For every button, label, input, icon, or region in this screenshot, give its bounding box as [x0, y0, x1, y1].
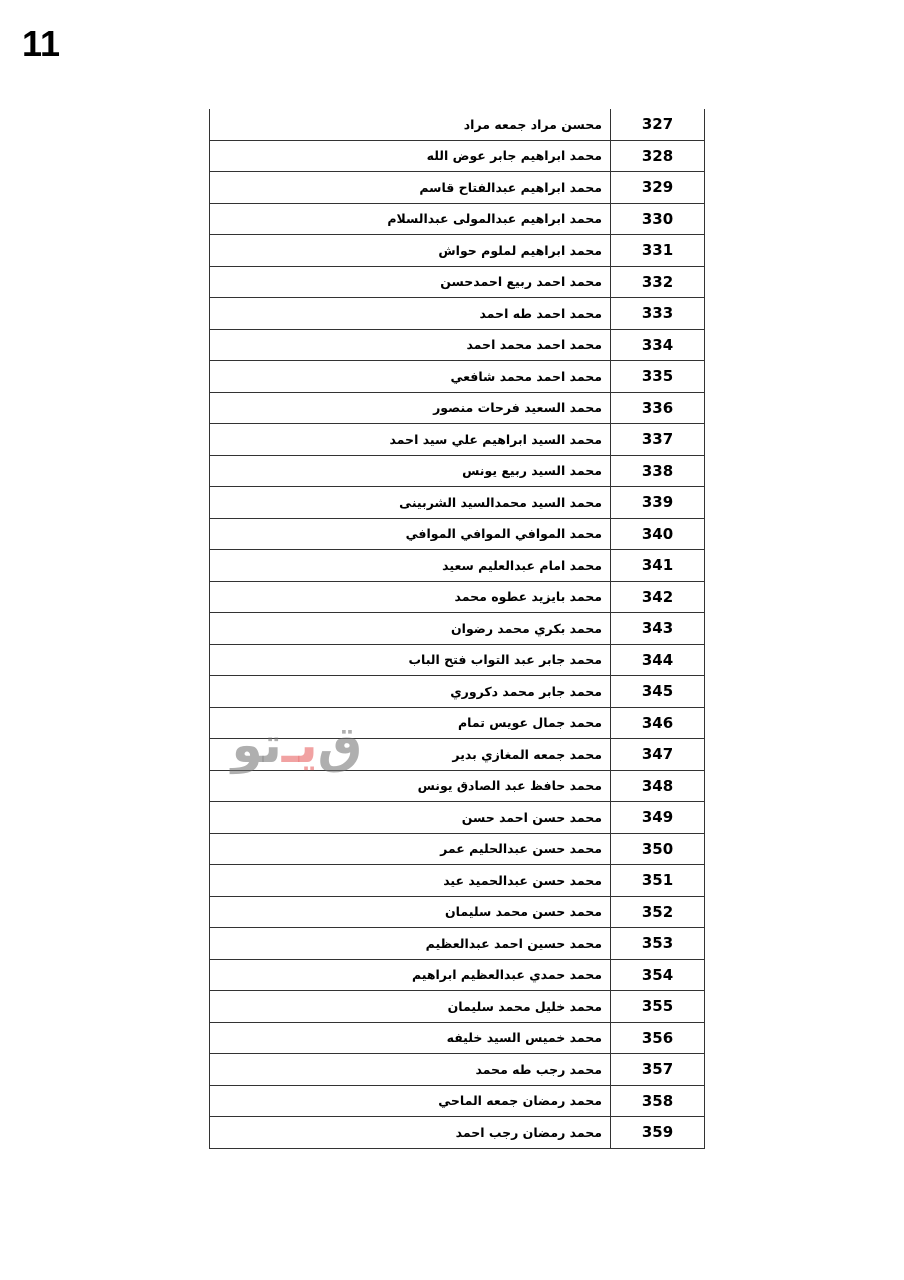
- table-row: [210, 361, 705, 393]
- name-cell: محمد ابراهيم عبدالمولى عبدالسلام: [210, 203, 611, 235]
- name-cell: محمد ابراهيم عبدالفتاح قاسم: [210, 172, 611, 204]
- number-cell: 340: [611, 518, 705, 550]
- number-cell: 333: [611, 298, 705, 330]
- number-cell: 344: [611, 644, 705, 676]
- name-cell: محمد الموافي الموافي الموافي: [210, 518, 611, 550]
- name-cell: محمد السيد ابراهيم علي سيد احمد: [210, 424, 611, 456]
- table-row: [210, 959, 705, 991]
- name-cell: محمد السيد محمدالسيد الشربينى: [210, 487, 611, 519]
- number-cell: 351: [611, 865, 705, 897]
- name-cell: محمد احمد محمد شافعي: [210, 361, 611, 393]
- number-cell: 348: [611, 770, 705, 802]
- name-cell: محمد رمضان جمعه الماحي: [210, 1085, 611, 1117]
- number-cell: 355: [611, 991, 705, 1023]
- number-cell: 327: [611, 109, 705, 140]
- number-cell: 332: [611, 266, 705, 298]
- table-row: [210, 235, 705, 267]
- table-row: [210, 455, 705, 487]
- table-row: [210, 298, 705, 330]
- watermark-text-accent: يـ: [281, 716, 318, 774]
- table-row: [210, 172, 705, 204]
- name-cell: محمد حسن محمد سليمان: [210, 896, 611, 928]
- table-row: [210, 928, 705, 960]
- number-cell: 347: [611, 739, 705, 771]
- table-row: [210, 140, 705, 172]
- names-table-container: [209, 109, 695, 1149]
- name-cell: محسن مراد جمعه مراد: [210, 109, 611, 140]
- number-cell: 339: [611, 487, 705, 519]
- table-row: [210, 1054, 705, 1086]
- number-cell: 337: [611, 424, 705, 456]
- name-cell: محمد رجب طه محمد: [210, 1054, 611, 1086]
- number-cell: 359: [611, 1117, 705, 1149]
- table-row: [210, 1085, 705, 1117]
- name-cell: محمد خليل محمد سليمان: [210, 991, 611, 1023]
- names-table-body: [210, 109, 705, 1148]
- watermark-text-tail: تو: [231, 716, 282, 774]
- number-cell: 338: [611, 455, 705, 487]
- table-row: [210, 487, 705, 519]
- number-cell: 328: [611, 140, 705, 172]
- name-cell: محمد احمد طه احمد: [210, 298, 611, 330]
- table-row: [210, 739, 705, 771]
- name-cell: محمد رمضان رجب احمد: [210, 1117, 611, 1149]
- name-cell: محمد امام عبدالعليم سعيد: [210, 550, 611, 582]
- watermark-text-main: ق: [317, 716, 363, 774]
- name-cell: محمد السيد ربيع يونس: [210, 455, 611, 487]
- table-row: [210, 896, 705, 928]
- name-cell: محمد حافظ عبد الصادق يونس: [210, 770, 611, 802]
- table-row: [210, 266, 705, 298]
- name-cell: محمد خميس السيد خليفه: [210, 1022, 611, 1054]
- table-row: [210, 1022, 705, 1054]
- name-cell: محمد احمد محمد احمد: [210, 329, 611, 361]
- name-cell: محمد ابراهيم جابر عوض الله: [210, 140, 611, 172]
- number-cell: 331: [611, 235, 705, 267]
- table-row: [210, 329, 705, 361]
- table-row: [210, 109, 705, 140]
- number-cell: 330: [611, 203, 705, 235]
- table-row: [210, 865, 705, 897]
- table-row: [210, 676, 705, 708]
- table-row: [210, 581, 705, 613]
- name-cell: محمد ابراهيم لملوم حواش: [210, 235, 611, 267]
- number-cell: 358: [611, 1085, 705, 1117]
- table-row: [210, 203, 705, 235]
- table-row: [210, 644, 705, 676]
- name-cell: محمد حسن عبدالحميد عيد: [210, 865, 611, 897]
- number-cell: 350: [611, 833, 705, 865]
- names-table: [209, 109, 705, 1149]
- number-cell: 336: [611, 392, 705, 424]
- number-cell: 354: [611, 959, 705, 991]
- number-cell: 343: [611, 613, 705, 645]
- number-cell: 335: [611, 361, 705, 393]
- name-cell: محمد حسين احمد عبدالعظيم: [210, 928, 611, 960]
- name-cell: محمد السعيد فرحات منصور: [210, 392, 611, 424]
- name-cell: محمد حمدي عبدالعظيم ابراهيم: [210, 959, 611, 991]
- table-row: [210, 991, 705, 1023]
- table-row: [210, 770, 705, 802]
- table-row: [210, 1117, 705, 1149]
- table-row: [210, 518, 705, 550]
- number-cell: 329: [611, 172, 705, 204]
- table-row: [210, 802, 705, 834]
- name-cell: محمد حسن عبدالحليم عمر: [210, 833, 611, 865]
- table-row: [210, 550, 705, 582]
- number-cell: 342: [611, 581, 705, 613]
- name-cell: محمد حسن احمد حسن: [210, 802, 611, 834]
- name-cell: محمد جابر عبد التواب فتح الباب: [210, 644, 611, 676]
- name-cell: محمد جمال عويس تمام: [210, 707, 611, 739]
- name-cell: محمد جمعه المغازي بدير: [210, 739, 611, 771]
- name-cell: محمد بكري محمد رضوان: [210, 613, 611, 645]
- number-cell: 349: [611, 802, 705, 834]
- number-cell: 356: [611, 1022, 705, 1054]
- number-cell: 352: [611, 896, 705, 928]
- name-cell: محمد بايزيد عطوه محمد: [210, 581, 611, 613]
- number-cell: 341: [611, 550, 705, 582]
- name-cell: محمد جابر محمد دكروري: [210, 676, 611, 708]
- name-cell: محمد احمد ربيع احمدحسن: [210, 266, 611, 298]
- number-cell: 346: [611, 707, 705, 739]
- table-row: [210, 707, 705, 739]
- table-row: [210, 424, 705, 456]
- table-row: [210, 613, 705, 645]
- page-number: 11: [22, 23, 61, 64]
- table-row: [210, 392, 705, 424]
- table-row: [210, 833, 705, 865]
- number-cell: 345: [611, 676, 705, 708]
- number-cell: 334: [611, 329, 705, 361]
- number-cell: 353: [611, 928, 705, 960]
- number-cell: 357: [611, 1054, 705, 1086]
